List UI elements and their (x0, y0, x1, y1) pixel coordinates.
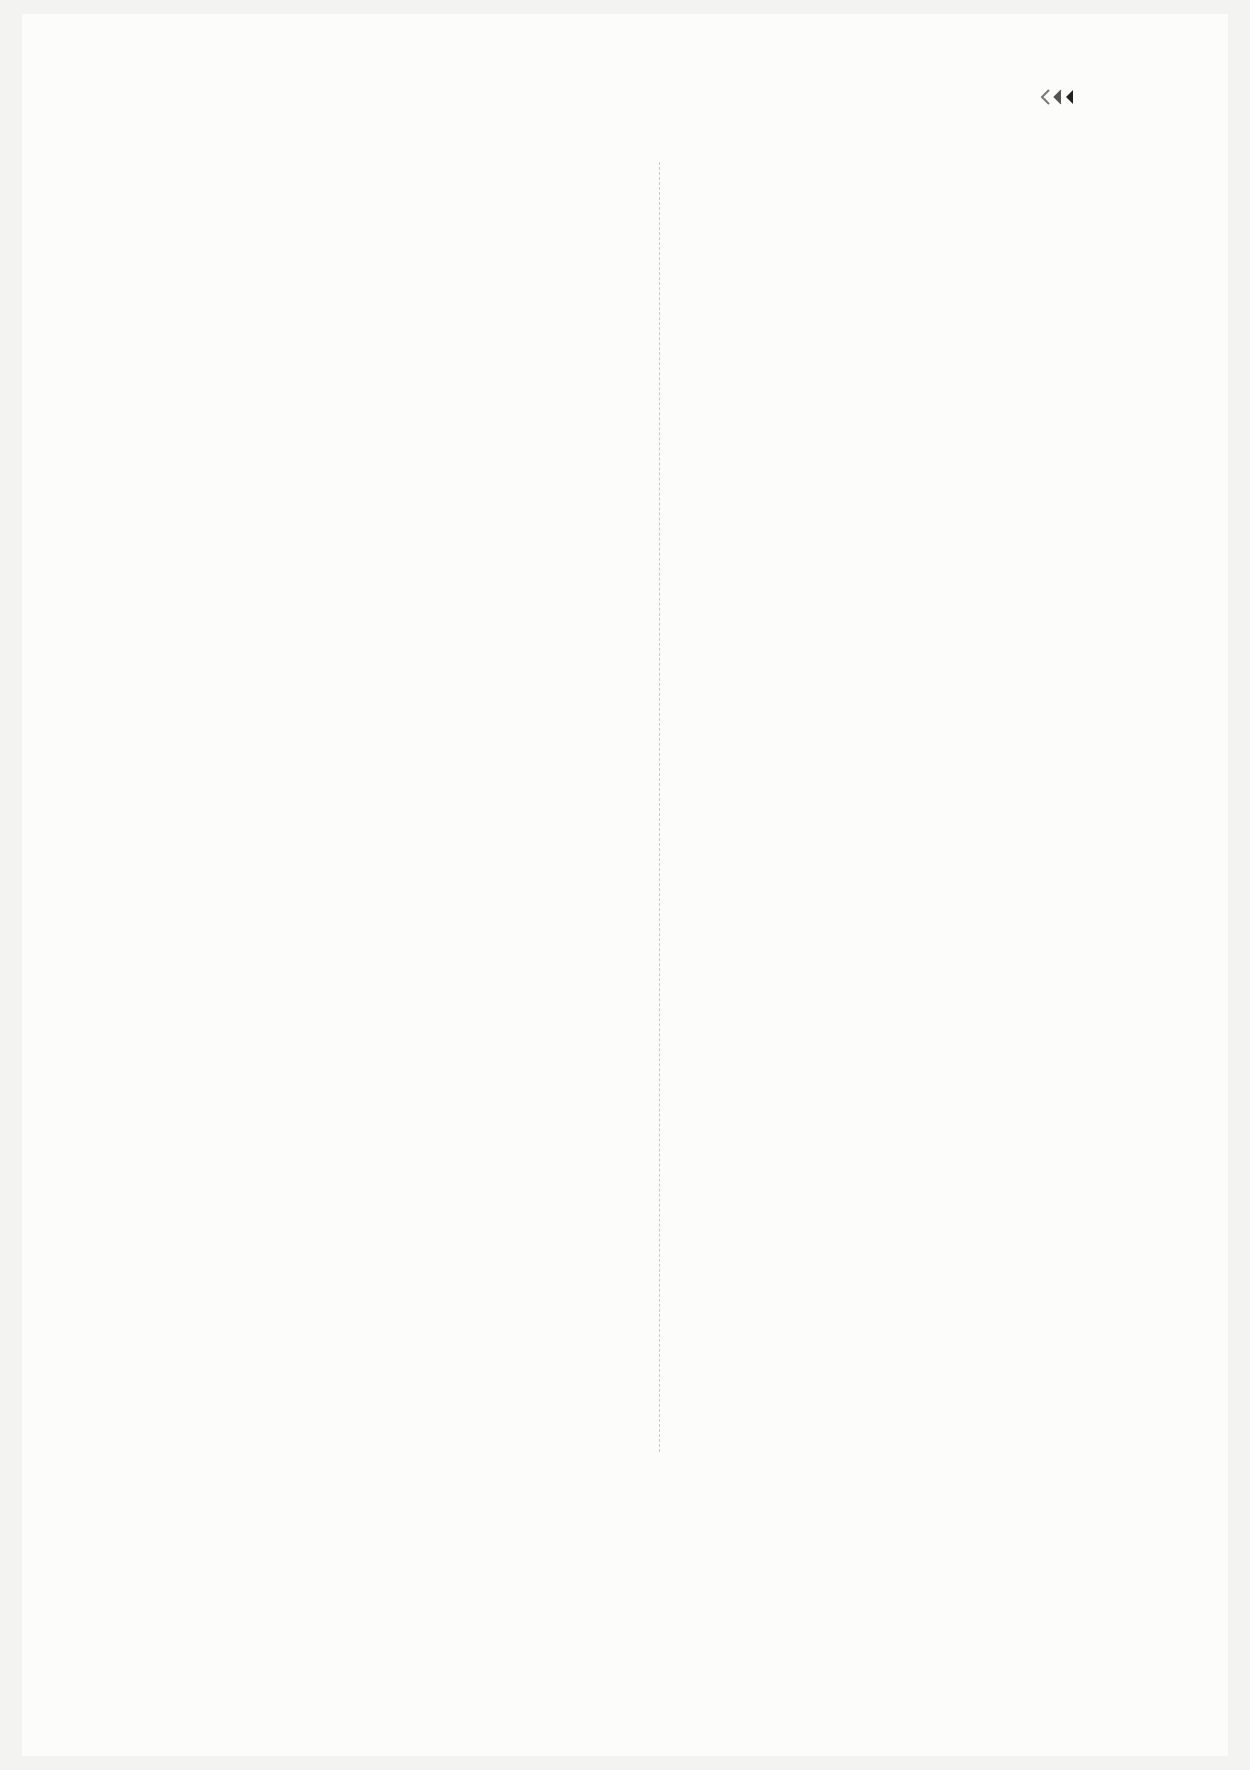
column-divider (659, 162, 660, 1452)
triple-arrow-icon (1040, 89, 1074, 105)
page-header (1022, 82, 1092, 112)
page (22, 14, 1228, 1756)
